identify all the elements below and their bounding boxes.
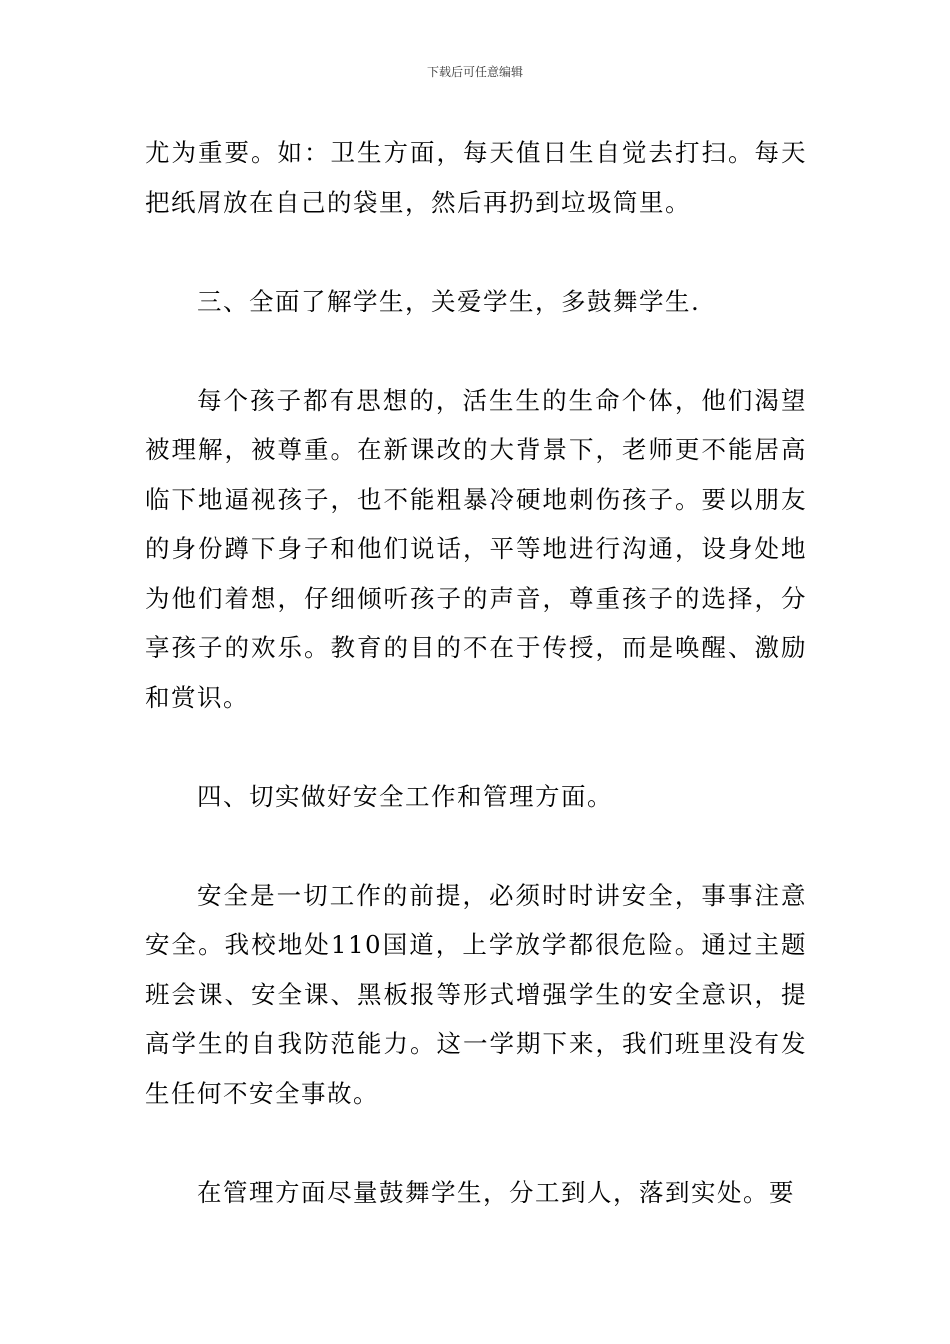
- paragraph-gap: [145, 1118, 807, 1168]
- paragraph-safety: 安全是一切工作的前提，必须时时讲安全，事事注意安全。我校地处110国道，上学放学都很危险。通过主题班会课、安全课、黑板报等形式增强学生的安全意识，提高学生的自我防范能力。这一学期下来，我们班里没有发生任何不安全事故。: [145, 880, 807, 1108]
- paragraph-gap: [145, 722, 807, 772]
- paragraph-gap: [145, 326, 807, 376]
- document-body: [145, 128, 807, 1217]
- page-header: 下载后可任意编辑: [426, 65, 523, 79]
- section-heading-4: 四、切实做好安全工作和管理方面。: [197, 781, 613, 811]
- paragraph-understand-students: 每个孩子都有思想的，活生生的生命个体，他们渴望被理解，被尊重。在新课改的大背景下，老师更不能居高临下地逼视孩子，也不能粗暴冷硬地刺伤孩子。要以朋友的身份蹲下身子和他们说话，平等地进行沟通，设身处地为他们着想，仔细倾听孩子的声音，尊重孩子的选择，分享孩子的欢乐。教育的目的不在于传授，而是唤醒、激励和赏识。: [145, 385, 807, 712]
- paragraph-management: 在管理方面尽量鼓舞学生，分工到人，落到实处。要: [197, 1177, 795, 1207]
- paragraph-gap: [145, 227, 807, 277]
- section-heading-3: 三、全面了解学生，关爱学生，多鼓舞学生.: [197, 286, 701, 316]
- paragraph-continuation: 尤为重要。如：卫生方面，每天值日生自觉去打扫。每天把纸屑放在自己的袋里，然后再扔到垃圾筒里。: [145, 138, 807, 217]
- paragraph-gap: [145, 821, 807, 871]
